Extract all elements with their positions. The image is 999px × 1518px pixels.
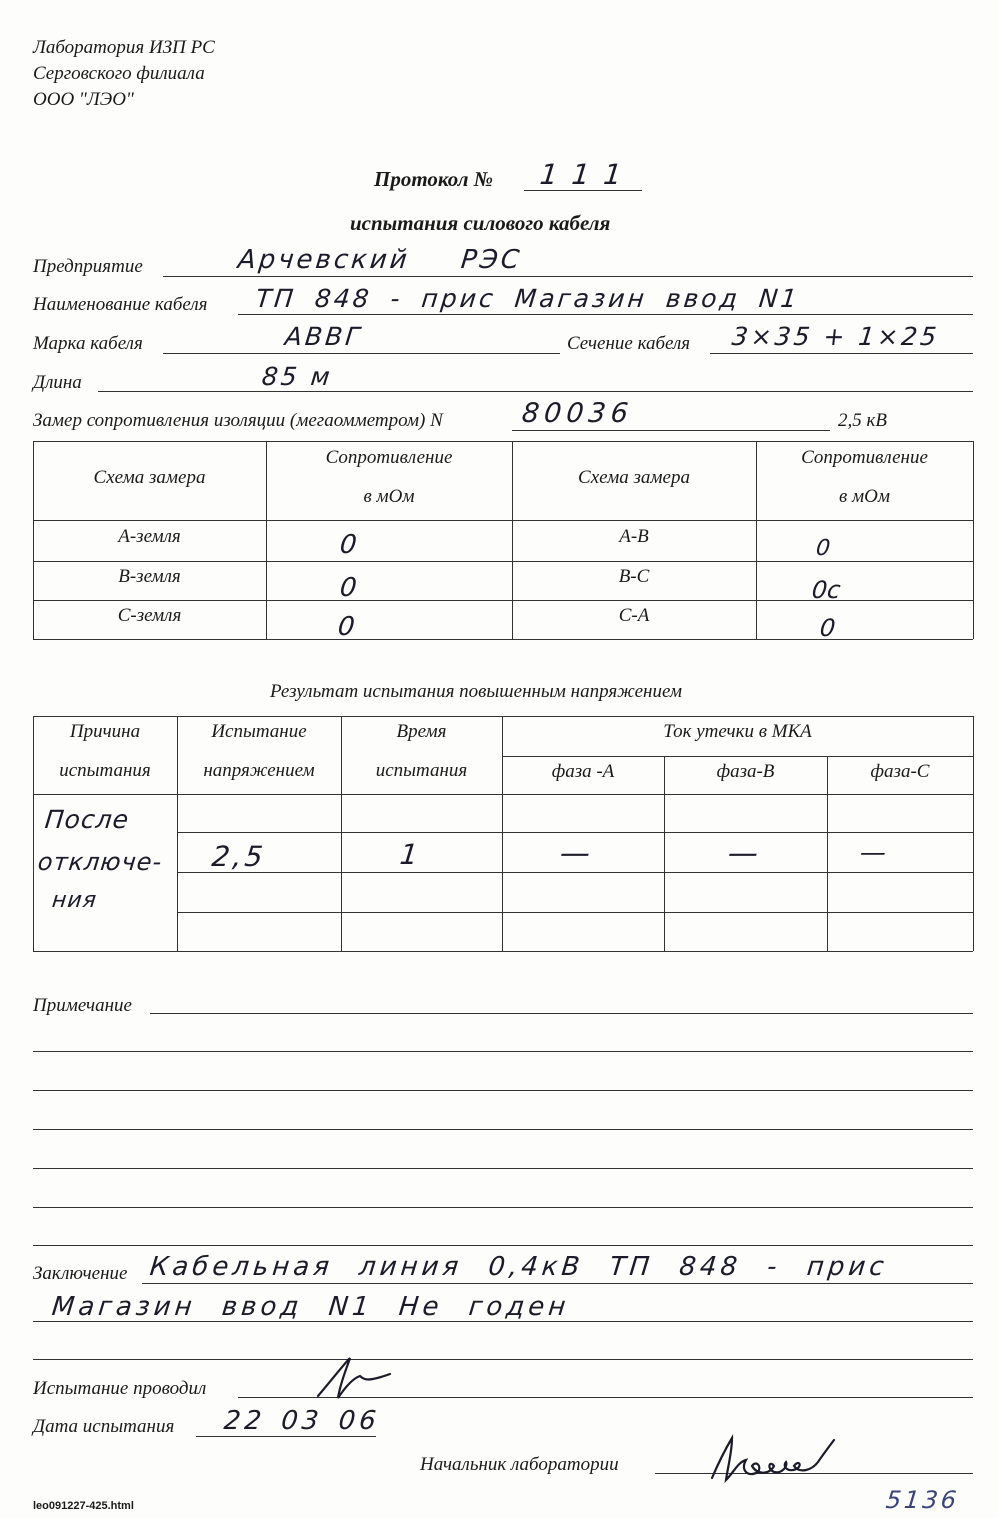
cable-brand-label: Марка кабеля [33,333,143,354]
insulation-meter-number: 80036 [520,398,635,429]
header-resistance-right: Сопротивление [801,447,928,468]
file-name: leo091227-425.html [33,1500,134,1512]
table-row-scheme: А-В [619,526,649,547]
header-phase-b: фаза-В [716,761,775,782]
insulation-voltage: 2,5 кВ [838,410,887,431]
header-voltage-2: напряжением [203,760,315,781]
date-value: 22 03 06 [222,1406,382,1436]
header-unit-left: в мОм [363,486,415,507]
header-time: Время [396,721,447,742]
protocol-subtitle: испытания силового кабеля [350,211,611,235]
lab-name: Лаборатория ИЗП РС [33,37,215,58]
cable-brand-value: АВВГ [283,322,364,351]
table-row-scheme: В-земля [118,566,181,587]
header-leak-current: Ток утечки в МКА [663,721,812,742]
reason-value-1: После [43,805,131,834]
cross-section-value: 3×35 + 1×25 [730,322,941,351]
notes-label: Примечание [33,995,132,1016]
cable-name-value: ТП 848 - прис Магазин ввод N1 [254,284,802,313]
table-row-value: 0 [818,614,840,642]
branch-name: Серговского филиала [33,63,205,84]
hv-test-title: Результат испытания повышенным напряжением [270,681,683,702]
enterprise-label: Предприятие [33,256,143,277]
header-phase-c: фаза-С [870,761,930,782]
cross-section-label: Сечение кабеля [567,333,691,354]
insulation-label: Замер сопротивления изоляции (мегаомметром) N [33,410,443,431]
header-phase-a: фаза -А [551,761,615,782]
enterprise-value: Арчевский РЭС [236,245,524,275]
reason-value-2: отключе- [36,848,164,876]
table-row-scheme: В-С [618,566,650,587]
conclusion-label: Заключение [33,1263,128,1284]
header-voltage: Испытание [211,721,307,742]
header-reason-2: испытания [59,760,151,781]
head-label: Начальник лаборатории [420,1454,619,1475]
header-resistance-left: Сопротивление [325,447,453,468]
phase-c-value: — [858,838,891,868]
conclusion-line-2: Магазин ввод N1 Не годен [50,1292,571,1322]
date-label: Дата испытания [33,1416,175,1437]
table-row-value: 0 [338,573,362,603]
table-row-value: 0 [814,536,835,561]
table-row-value: 0 [336,612,360,642]
table-row-value: 0 [338,530,362,560]
header-time-2: испытания [375,760,468,781]
length-value: 85 м [260,362,335,391]
protocol-label: Протокол № [374,167,493,191]
page-number: 5136 [884,1486,961,1514]
head-signature [700,1426,850,1488]
phase-a-value: — [558,836,595,871]
table-row-scheme: С-земля [117,605,182,626]
table-row-scheme: А-земля [118,526,181,547]
conclusion-line-1: Кабельная линия 0,4кВ ТП 848 - прис [148,1252,890,1282]
length-label: Длина [33,372,82,393]
header-scheme-right: Схема замера [578,467,690,488]
tester-signature [310,1352,400,1402]
table-row-scheme: С-А [618,605,650,626]
table-row-value: 0c [810,576,842,604]
header-scheme-left: Схема замера [93,467,206,488]
protocol-number: 111 [538,158,638,191]
company-name: ООО "ЛЭО" [33,89,134,110]
reason-value-3: ния [50,888,99,913]
tester-label: Испытание проводил [33,1378,207,1399]
header-reason: Причина [69,721,141,742]
cable-name-label: Наименование кабеля [33,294,208,315]
header-unit-right: в мОм [839,486,890,507]
phase-b-value: — [726,836,763,871]
voltage-value: 2,5 [210,840,268,873]
time-value: 1 [398,838,423,871]
